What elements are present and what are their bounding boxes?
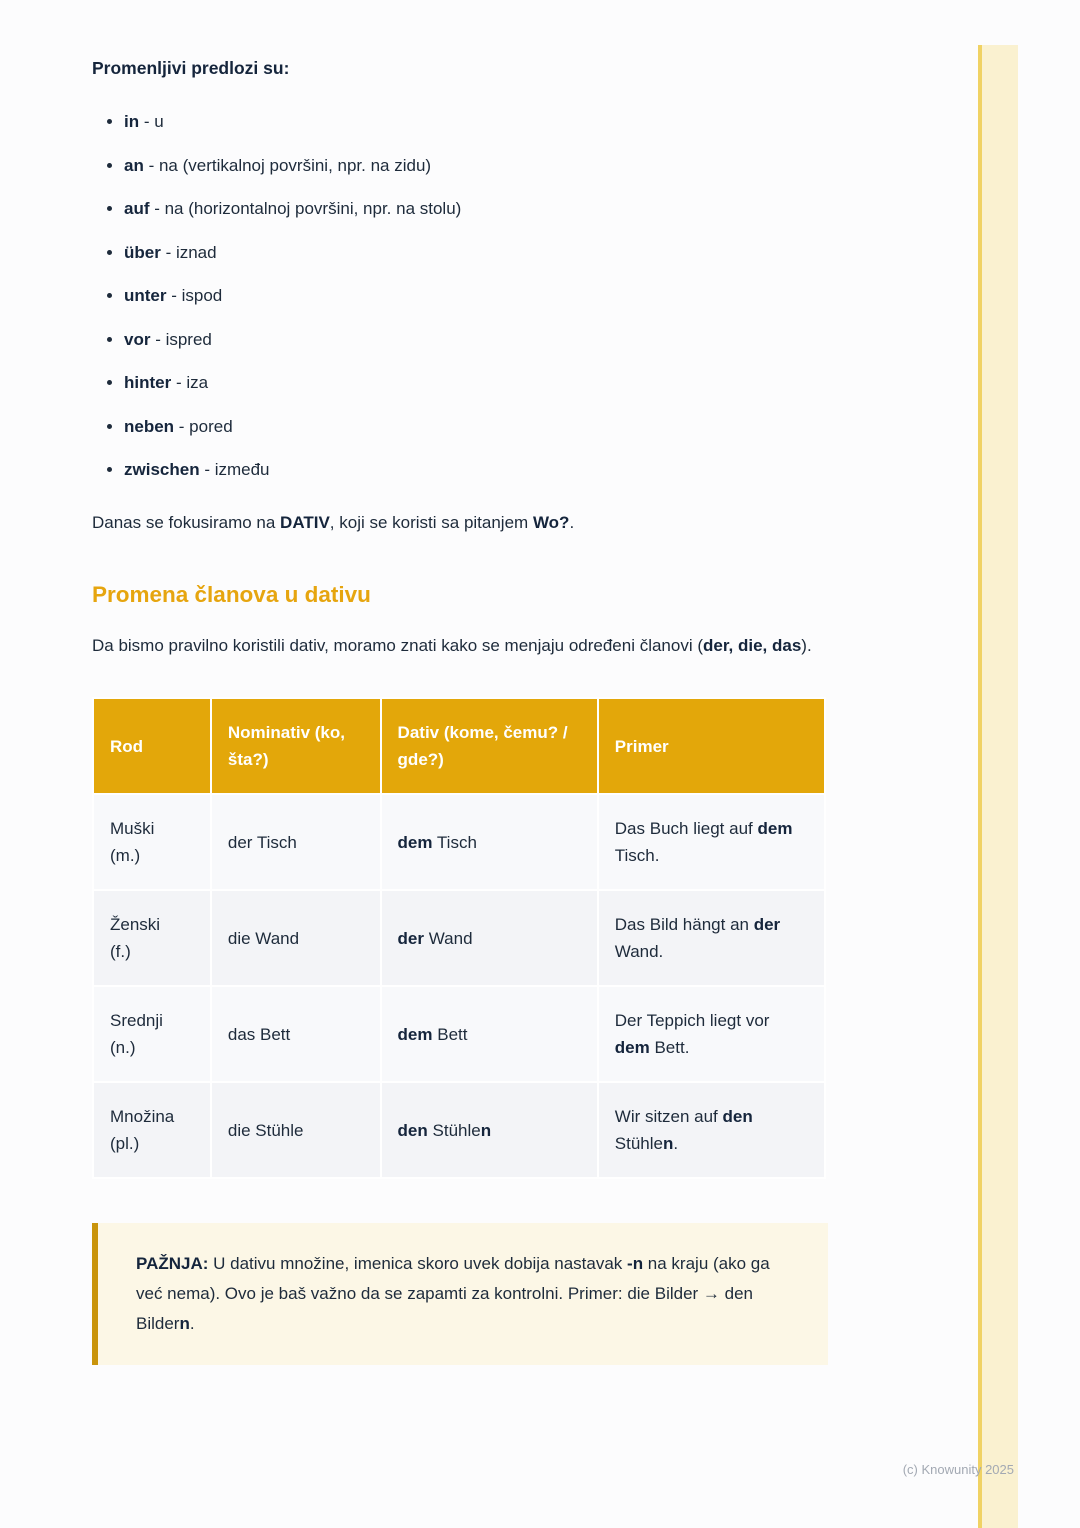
preposition-desc: - na (horizontalnoj površini, npr. na stolu) [149,199,462,218]
col-header-primer: Primer [598,698,825,794]
callout-text: U dativu množine, imenica skoro uvek dobija nastavak [208,1254,628,1273]
col-header-rod: Rod [93,698,211,794]
intro-text: ). [801,636,812,655]
list-item [124,283,828,308]
preposition-desc: - ispred [150,329,212,349]
table-row [93,1082,825,1178]
callout-text: na kraju (ako ga već nema). Ovo je baš važno da se zapamti za kontrolni. Primer: die Bilder → den Bilder [136,1254,770,1333]
focus-bold-wo: Wo? [532,513,570,532]
preposition-desc: - na (vertikalnoj površini, npr. na zidu) [143,155,432,175]
cell-nominativ: das Bett [211,986,381,1082]
table-header-row [93,698,825,794]
cell-dativ: dem Tisch [381,794,598,890]
list-item [124,457,828,482]
prepositions-list [92,109,828,482]
cell-dativ: dem Bett [381,986,598,1082]
preposition-desc: - u [139,112,164,131]
preposition-desc: - iznad [160,242,217,262]
preposition-term: über [124,242,161,262]
preposition-term: neben [124,416,175,436]
list-item [124,240,828,265]
preposition-term: hinter [124,373,172,392]
content-column [92,58,828,1365]
list-item [124,370,828,395]
focus-bold-dativ: DATIV [280,513,330,532]
preposition-term: unter [124,286,167,305]
preposition-desc: - između [199,460,270,479]
cell-primer: Das Buch liegt auf dem Tisch. [598,794,825,890]
col-header-nominativ: Nominativ (ko, šta?) [211,698,381,794]
callout-text: . [189,1314,195,1333]
page-edge-band [978,45,1018,1528]
dative-table [92,697,826,1179]
focus-text: , koji se koristi sa pitanjem [329,513,533,532]
intro-text: Da bismo pravilno koristili dativ, moramo znati kako se menjaju određeni članovi ( [92,636,704,655]
cell-rod: Ženski (f.) [93,890,211,986]
cell-nominativ: die Stühle [211,1082,381,1178]
cell-nominativ: der Tisch [211,794,381,890]
copyright-credit: (c) Knowunity 2025 [902,1462,1014,1477]
focus-text: Danas se fokusiramo na [92,513,281,532]
callout-bold-n: n [179,1314,190,1333]
cell-dativ: den Stühlen [381,1082,598,1178]
cell-rod: Množina (pl.) [93,1082,211,1178]
callout-label: PAŽNJA: [136,1254,209,1273]
col-header-dativ: Dativ (kome, čemu? / gde?) [381,698,598,794]
table-row [93,890,825,986]
cell-nominativ: die Wand [211,890,381,986]
preposition-desc: - ispod [166,286,223,305]
preposition-term: zwischen [124,460,200,479]
cell-rod: Srednji (n.) [93,986,211,1082]
list-item [124,196,828,221]
intro-bold-articles: der, die, das [703,636,802,655]
list-item [124,414,828,439]
preposition-term: in [124,112,140,131]
section-title: Promena članova u dativu [92,582,371,607]
attention-callout [92,1223,828,1365]
focus-text: . [569,513,575,532]
focus-paragraph [92,510,828,536]
list-item [124,327,828,352]
cell-dativ: der Wand [381,890,598,986]
section-intro [92,632,828,659]
preposition-term: auf [124,199,150,218]
preposition-desc: - iza [171,373,209,392]
preposition-term: an [124,155,144,175]
list-item [124,153,828,178]
cell-primer: Wir sitzen auf den Stühlen. [598,1082,825,1178]
preposition-term: vor [124,329,151,349]
table-row [93,794,825,890]
cell-primer: Das Bild hängt an der Wand. [598,890,825,986]
table-row [93,986,825,1082]
cell-rod: Muški (m.) [93,794,211,890]
list-heading: Promenljivi predlozi su: [92,58,290,78]
list-item [124,109,828,134]
preposition-desc: - pored [174,416,233,436]
cell-primer: Der Teppich liegt vor dem Bett. [598,986,825,1082]
callout-bold-suffix: -n [627,1254,644,1273]
